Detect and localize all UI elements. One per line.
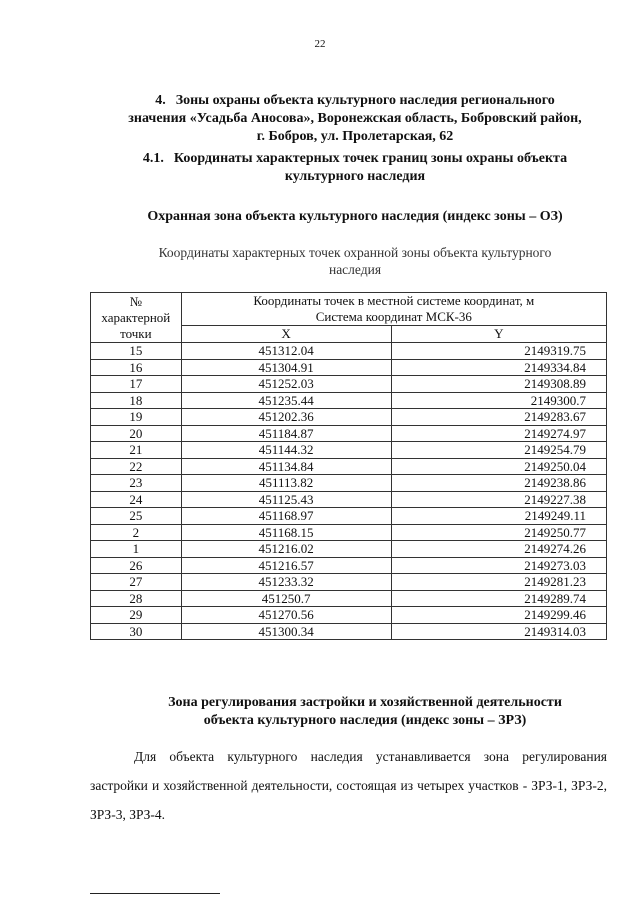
y-coordinate-cell: 2149249.11 bbox=[391, 508, 606, 525]
table-row bbox=[91, 376, 607, 393]
point-number-cell: 15 bbox=[91, 343, 182, 360]
page-number: 22 bbox=[314, 38, 326, 50]
point-number-cell: 27 bbox=[91, 574, 182, 591]
table-row bbox=[91, 343, 607, 360]
x-coordinate-cell: 451300.34 bbox=[181, 623, 391, 640]
x-coordinate-cell: 451270.56 bbox=[181, 607, 391, 624]
coordinates-table bbox=[90, 292, 607, 640]
table-row bbox=[91, 541, 607, 558]
zrz-heading-line2: объекта культурного наследия (индекс зоны – ЗРЗ) bbox=[203, 713, 527, 728]
x-coordinate-cell: 451184.87 bbox=[181, 425, 391, 442]
point-number-cell: 26 bbox=[91, 557, 182, 574]
point-number-cell: 21 bbox=[91, 442, 182, 459]
section-4-number: 4. bbox=[155, 93, 166, 108]
table-row bbox=[91, 359, 607, 376]
y-coordinate-cell: 2149319.75 bbox=[391, 343, 606, 360]
x-coordinate-cell: 451235.44 bbox=[181, 392, 391, 409]
x-coordinate-cell: 451125.43 bbox=[181, 491, 391, 508]
body-paragraph bbox=[90, 742, 607, 829]
point-number-cell: 18 bbox=[91, 392, 182, 409]
point-number-cell: 20 bbox=[91, 425, 182, 442]
table-row bbox=[91, 607, 607, 624]
table-caption-line2: наследия bbox=[328, 262, 382, 277]
section-4-1-title-line1: Координаты характерных точек границ зоны охраны объекта bbox=[173, 151, 568, 166]
y-coordinate-cell: 2149281.23 bbox=[391, 574, 606, 591]
footnote-separator bbox=[90, 893, 220, 894]
point-number-cell: 29 bbox=[91, 607, 182, 624]
table-row bbox=[91, 442, 607, 459]
point-number-cell: 23 bbox=[91, 475, 182, 492]
point-number-header-line2: характерной bbox=[101, 309, 171, 325]
table-row bbox=[91, 557, 607, 574]
table-row bbox=[91, 623, 607, 640]
coordinates-group-header-line1: Координаты точек в местной системе координат, м bbox=[253, 293, 535, 308]
point-number-cell: 24 bbox=[91, 491, 182, 508]
point-number-header-line1: № bbox=[129, 293, 143, 309]
table-row bbox=[91, 475, 607, 492]
y-coordinate-cell: 2149283.67 bbox=[391, 409, 606, 426]
table-row bbox=[91, 491, 607, 508]
point-number-header bbox=[91, 293, 182, 343]
y-coordinate-cell: 2149308.89 bbox=[391, 376, 606, 393]
y-coordinate-cell: 2149250.77 bbox=[391, 524, 606, 541]
y-coordinate-cell: 2149334.84 bbox=[391, 359, 606, 376]
table-caption bbox=[110, 244, 600, 278]
table-row bbox=[91, 574, 607, 591]
point-number-cell: 17 bbox=[91, 376, 182, 393]
y-coordinate-cell: 2149314.03 bbox=[391, 623, 606, 640]
y-coordinate-cell: 2149274.97 bbox=[391, 425, 606, 442]
x-coordinate-cell: 451304.91 bbox=[181, 359, 391, 376]
body-paragraph-text: Для объекта культурного наследия устанавливается зона регулирования застройки и хозяйственной деятельности, состоящая из четырех участков - ЗРЗ-1, ЗРЗ-2, ЗРЗ-3, ЗРЗ-4. bbox=[90, 749, 607, 822]
section-4-title-line1: Зоны охраны объекта культурного наследия регионального bbox=[175, 93, 555, 108]
section-4-title-line3: г. Бобров, ул. Пролетарская, 62 bbox=[256, 129, 454, 144]
point-number-cell: 1 bbox=[91, 541, 182, 558]
zrz-heading bbox=[130, 694, 600, 730]
x-coordinate-cell: 451216.02 bbox=[181, 541, 391, 558]
x-coordinate-cell: 451250.7 bbox=[181, 590, 391, 607]
x-coordinate-cell: 451168.15 bbox=[181, 524, 391, 541]
section-4-1-number: 4.1. bbox=[142, 151, 164, 166]
table-row bbox=[91, 524, 607, 541]
x-coordinate-cell: 451144.32 bbox=[181, 442, 391, 459]
point-number-cell: 28 bbox=[91, 590, 182, 607]
point-number-cell: 22 bbox=[91, 458, 182, 475]
table-row bbox=[91, 392, 607, 409]
coordinates-group-header bbox=[181, 293, 606, 326]
point-number-header-line3: точки bbox=[120, 325, 152, 341]
x-column-header: X bbox=[181, 326, 391, 343]
y-coordinate-cell: 2149254.79 bbox=[391, 442, 606, 459]
y-coordinate-cell: 2149227.38 bbox=[391, 491, 606, 508]
x-coordinate-cell: 451113.82 bbox=[181, 475, 391, 492]
x-coordinate-cell: 451252.03 bbox=[181, 376, 391, 393]
table-row bbox=[91, 590, 607, 607]
point-number-cell: 2 bbox=[91, 524, 182, 541]
y-coordinate-cell: 2149299.46 bbox=[391, 607, 606, 624]
y-coordinate-cell: 2149238.86 bbox=[391, 475, 606, 492]
point-number-cell: 19 bbox=[91, 409, 182, 426]
y-coordinate-cell: 2149274.26 bbox=[391, 541, 606, 558]
x-coordinate-cell: 451202.36 bbox=[181, 409, 391, 426]
section-4-1-heading bbox=[110, 150, 600, 186]
coordinates-group-header-line2: Система координат МСК-36 bbox=[315, 309, 472, 324]
point-number-cell: 30 bbox=[91, 623, 182, 640]
table-row bbox=[91, 425, 607, 442]
x-coordinate-cell: 451233.32 bbox=[181, 574, 391, 591]
table-row bbox=[91, 508, 607, 525]
y-coordinate-cell: 2149273.03 bbox=[391, 557, 606, 574]
table-row bbox=[91, 458, 607, 475]
y-coordinate-cell: 2149289.74 bbox=[391, 590, 606, 607]
section-4-1-title-line2: культурного наследия bbox=[284, 169, 426, 184]
y-coordinate-cell: 2149250.04 bbox=[391, 458, 606, 475]
x-coordinate-cell: 451168.97 bbox=[181, 508, 391, 525]
x-coordinate-cell: 451216.57 bbox=[181, 557, 391, 574]
point-number-cell: 16 bbox=[91, 359, 182, 376]
table-row bbox=[91, 409, 607, 426]
section-4-heading bbox=[110, 92, 600, 146]
x-coordinate-cell: 451312.04 bbox=[181, 343, 391, 360]
zrz-heading-line1: Зона регулирования застройки и хозяйственной деятельности bbox=[168, 695, 562, 710]
y-coordinate-cell: 2149300.7 bbox=[391, 392, 606, 409]
section-4-title-line2: значения «Усадьба Аносова», Воронежская область, Бобровский район, bbox=[128, 111, 582, 126]
x-coordinate-cell: 451134.84 bbox=[181, 458, 391, 475]
table-caption-line1: Координаты характерных точек охранной зоны объекта культурного bbox=[158, 245, 552, 260]
protection-zone-heading: Охранная зона объекта культурного наследия (индекс зоны – ОЗ) bbox=[147, 209, 563, 224]
y-column-header: Y bbox=[391, 326, 606, 343]
coordinates-table-body bbox=[91, 343, 607, 640]
point-number-cell: 25 bbox=[91, 508, 182, 525]
